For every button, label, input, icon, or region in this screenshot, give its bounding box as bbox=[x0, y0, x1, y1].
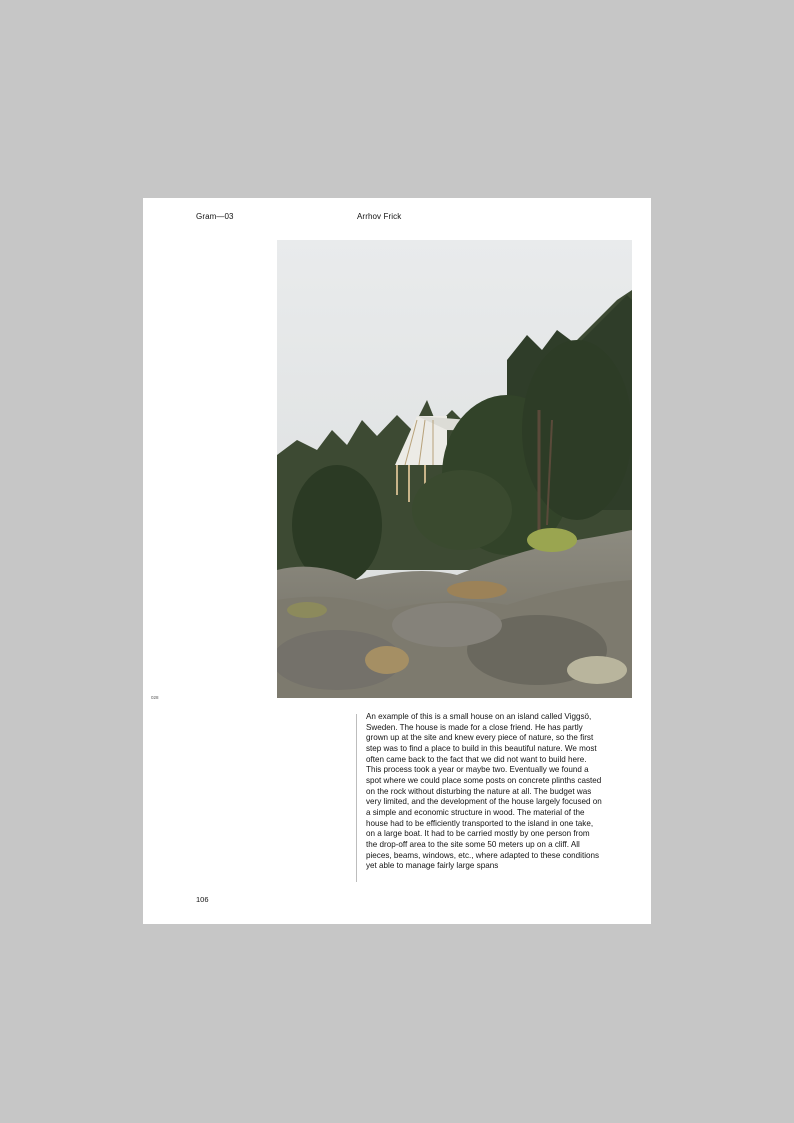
figure-number: 028 bbox=[151, 695, 159, 700]
text-column-rule bbox=[356, 714, 357, 882]
running-header-issue: Gram—03 bbox=[196, 212, 234, 221]
magazine-page bbox=[143, 198, 651, 924]
page-number: 106 bbox=[196, 895, 209, 904]
running-header-author: Arrhov Frick bbox=[357, 212, 402, 221]
body-paragraph: An example of this is a small house on an island called Viggsö, Sweden. The house is made for a close friend. He has partly grown up at the site and knew every piece of nature, so the first step was to find a place to build in this beautiful nature. We most often came back to the fact that we did not want to build here. This process took a year or maybe two. Eventually we found a spot where we could place some posts on concrete plinths casted on the rock without disturbing the nature at all. The budget was very limited, and the development of the house largely focused on a simple and economic structure in wood. The material of the house had to be efficiently transported to the island in one take, on a large boat. It had to be carried mostly by one person from the drop-off area to the site some 50 meters up on a cliff. All pieces, beams, windows, etc., where adapted to these conditions yet able to manage fairly large spans bbox=[366, 712, 602, 871]
cabin-photograph bbox=[277, 240, 632, 698]
